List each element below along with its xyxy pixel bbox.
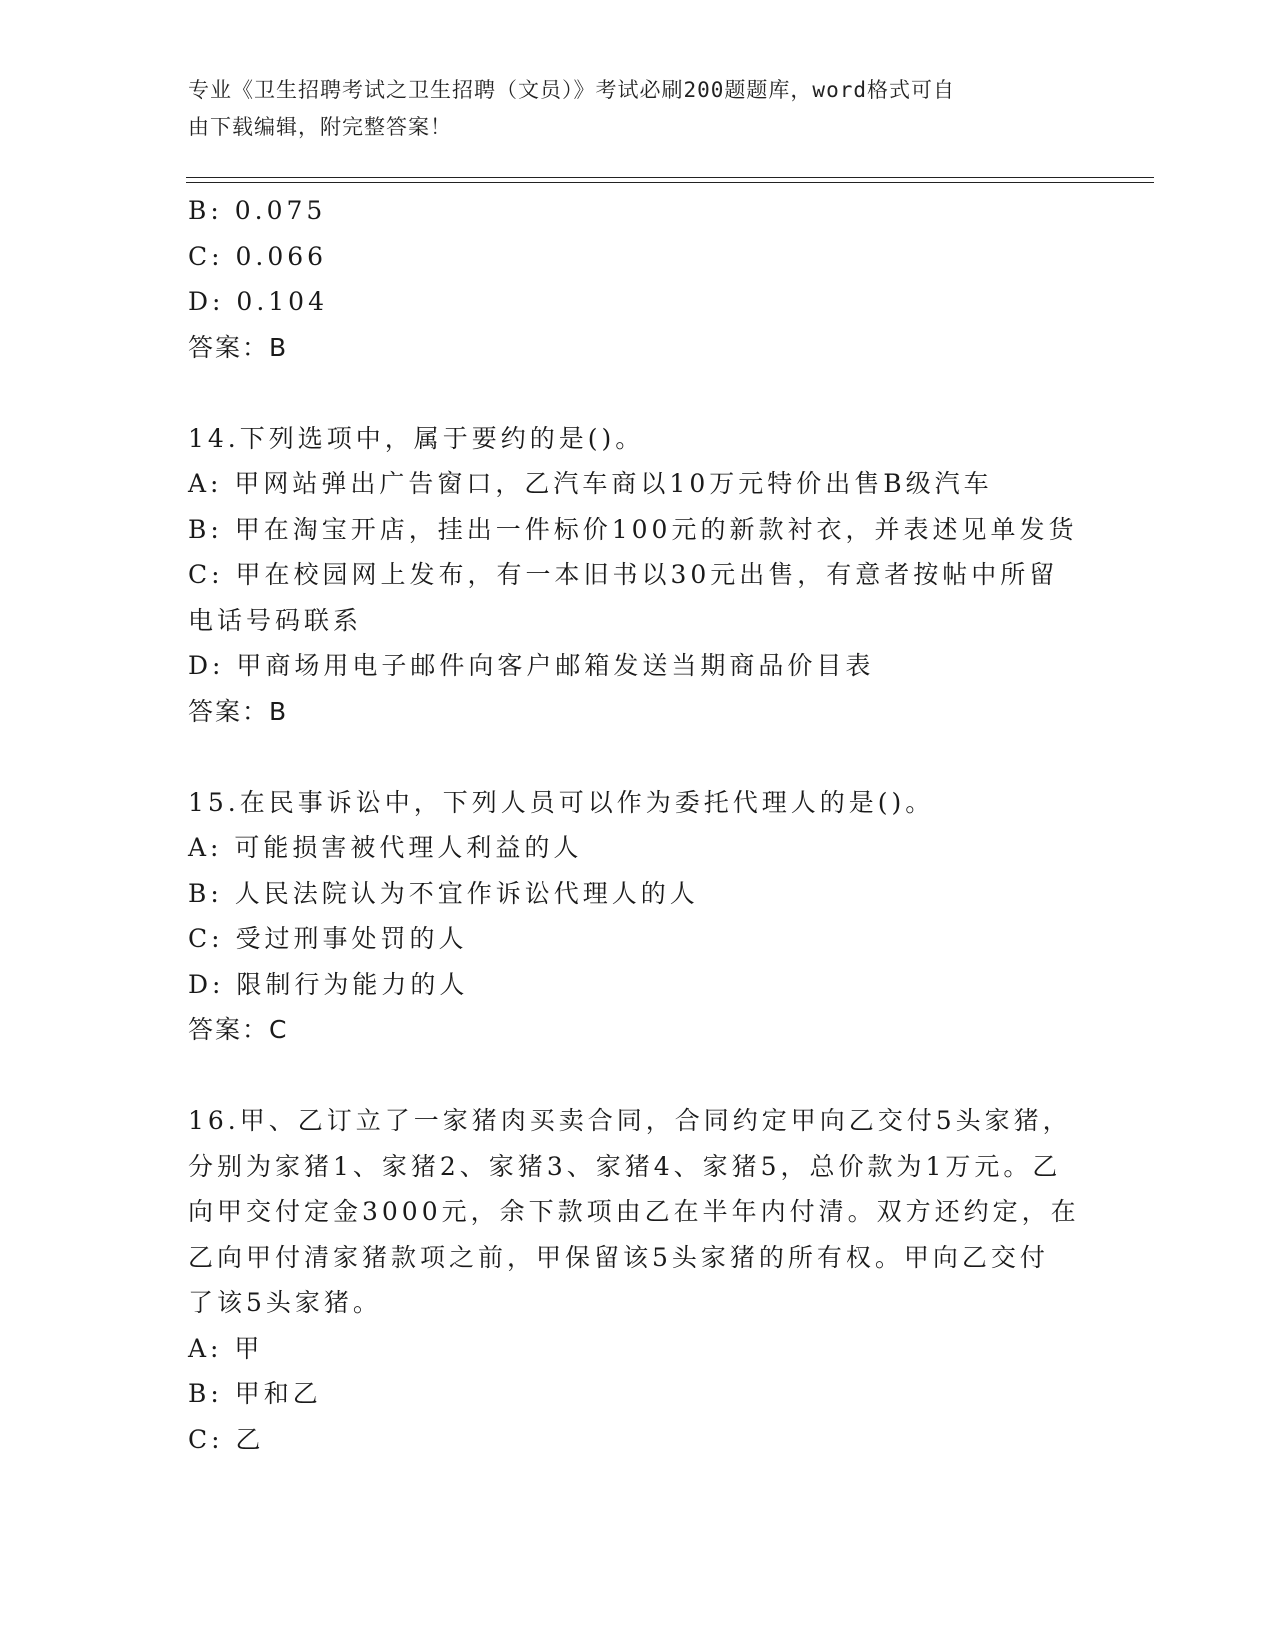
question-list	[188, 188, 1088, 1462]
answer-line: 答案：C	[188, 1015, 289, 1044]
question-text-line-2: 分别为家猪1、家猪2、家猪3、家猪4、家猪5，总价款为1万元。乙	[188, 1151, 1062, 1181]
header-title-line-1: 专业《卫生招聘考试之卫生招聘（文员）》考试必刷200题题库，word格式可自	[188, 78, 955, 102]
option-b: B: 甲在淘宝开店，挂出一件标价100元的新款衬衣，并表述见单发货	[188, 514, 1078, 544]
document-header	[188, 72, 1068, 146]
question-13-tail	[188, 188, 1088, 370]
question-14	[188, 416, 1088, 735]
header-divider-top	[186, 177, 1154, 178]
question-text-line-1: 16.甲、乙订立了一家猪肉买卖合同，合同约定甲向乙交付5头家猪，	[188, 1106, 1072, 1135]
question-text-line-3: 向甲交付定金3000元，余下款项由乙在半年内付清。双方还约定，在	[188, 1197, 1080, 1226]
option-d: D: 甲商场用电子邮件向客户邮箱发送当期商品价目表	[188, 651, 875, 680]
header-divider-bottom	[186, 182, 1154, 183]
spacer	[188, 370, 1088, 416]
header-title-line-2: 由下载编辑，附完整答案！	[188, 115, 452, 139]
question-text: 15.在民事诉讼中，下列人员可以作为委托代理人的是()。	[188, 787, 935, 817]
question-text-line-4: 乙向甲付清家猪款项之前，甲保留该5头家猪的所有权。甲向乙交付	[188, 1242, 1049, 1272]
option-c: C: 甲在校园网上发布，有一本旧书以30元出售，有意者按帖中所留	[188, 560, 1059, 589]
option-b: B: 0.075	[188, 196, 327, 225]
spacer	[188, 1053, 1088, 1099]
option-c: C: 乙	[188, 1424, 265, 1454]
question-16	[188, 1098, 1088, 1462]
question-15	[188, 780, 1088, 1053]
answer-line: 答案：B	[188, 696, 289, 726]
spacer	[188, 734, 1088, 780]
option-a: A: 可能损害被代理人利益的人	[188, 833, 583, 862]
option-d: D: 0.104	[188, 287, 328, 316]
option-a: A: 甲	[188, 1333, 264, 1363]
option-c-continuation: 电话号码联系	[188, 605, 363, 635]
option-d: D: 限制行为能力的人	[188, 969, 469, 999]
question-text-line-5: 了该5头家猪。	[188, 1288, 382, 1317]
option-b: B: 甲和乙	[188, 1379, 322, 1408]
option-b: B: 人民法院认为不宜作诉讼代理人的人	[188, 878, 699, 908]
option-c: C: 受过刑事处罚的人	[188, 924, 468, 953]
option-a: A: 甲网站弹出广告窗口，乙汽车商以10万元特价出售B级汽车	[188, 469, 993, 498]
question-text: 14.下列选项中，属于要约的是()。	[188, 423, 645, 453]
option-c: C: 0.066	[188, 241, 328, 271]
answer-line: 答案：B	[188, 332, 289, 362]
